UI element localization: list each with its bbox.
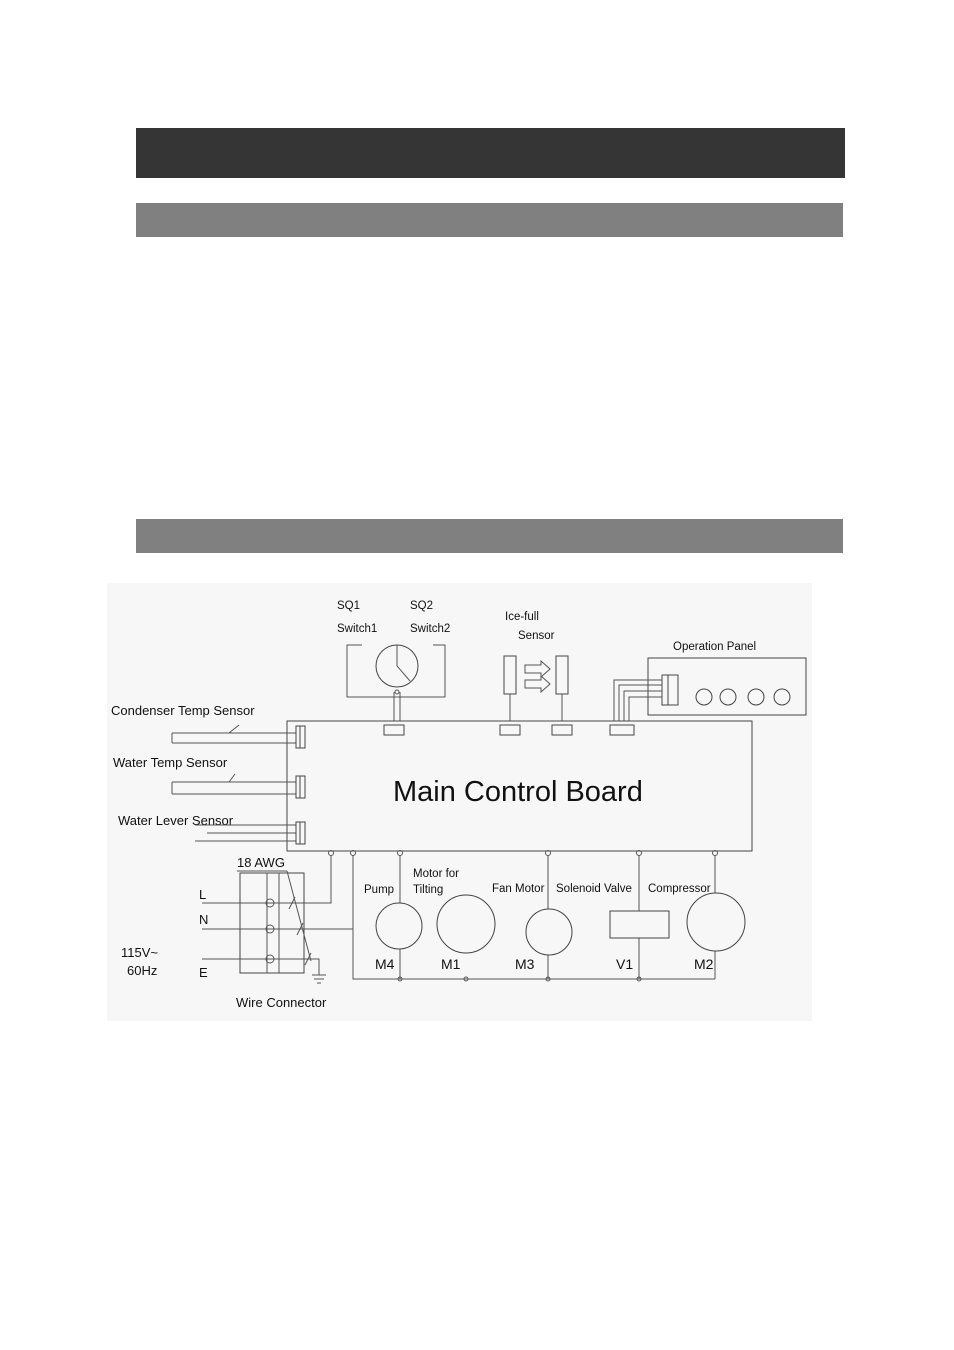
section-bar-2 (136, 519, 843, 553)
solenoid-valve-v1 (556, 883, 669, 972)
ice-full-label-2: Sensor (518, 630, 555, 642)
frequency-label: 60Hz (127, 963, 158, 978)
switch1-label: Switch1 (337, 623, 378, 635)
v1-label: V1 (616, 956, 634, 972)
sq1-label: SQ1 (337, 600, 361, 612)
condenser-temp-label: Condenser Temp Sensor (111, 703, 255, 718)
m4-label: M4 (375, 956, 395, 972)
main-control-board-label: Main Control Board (393, 776, 643, 808)
solenoid-valve-label: Solenoid Valve (556, 883, 632, 895)
water-lever-sensor (118, 813, 305, 844)
switch2-label: Switch2 (410, 623, 451, 635)
wiring-diagram-svg (107, 583, 812, 1021)
operation-panel-label: Operation Panel (673, 641, 757, 653)
panel-button-1 (696, 689, 712, 705)
terminal-l-label: L (199, 887, 207, 902)
panel-button-4 (774, 689, 790, 705)
pump-label: Pump (364, 884, 395, 896)
wire-connector (121, 855, 327, 1010)
panel-button-2 (720, 689, 736, 705)
m1-label: M1 (441, 956, 461, 972)
water-temp-label: Water Temp Sensor (113, 755, 228, 770)
panel-button-3 (748, 689, 764, 705)
terminal-e-label: E (199, 965, 208, 980)
switch-assembly (337, 600, 450, 735)
sq2-label: SQ2 (410, 600, 434, 612)
m2-label: M2 (694, 956, 714, 972)
water-lever-label: Water Lever Sensor (118, 813, 234, 828)
wire-connector-label: Wire Connector (236, 995, 327, 1010)
tilting-motor-label-1: Motor for (413, 868, 460, 880)
voltage-label: 115V~ (121, 945, 158, 960)
condenser-temp-sensor (111, 703, 305, 748)
m3-label: M3 (515, 956, 535, 972)
title-bar (136, 128, 845, 178)
ice-full-label-1: Ice-full (505, 611, 539, 623)
water-temp-sensor (113, 755, 305, 798)
wire-gauge-label: 18 AWG (237, 855, 285, 870)
wiring-diagram (107, 583, 812, 1021)
terminal-n-label: N (199, 912, 209, 927)
pump-m4 (364, 884, 422, 972)
compressor-label: Compressor (648, 883, 711, 895)
tilting-motor-m1 (413, 868, 495, 972)
fan-motor-m3 (492, 883, 572, 972)
tilting-motor-label-2: Tilting (413, 884, 444, 896)
section-bar-1 (136, 203, 843, 237)
fan-motor-label: Fan Motor (492, 883, 545, 895)
ice-full-sensor (500, 611, 572, 735)
